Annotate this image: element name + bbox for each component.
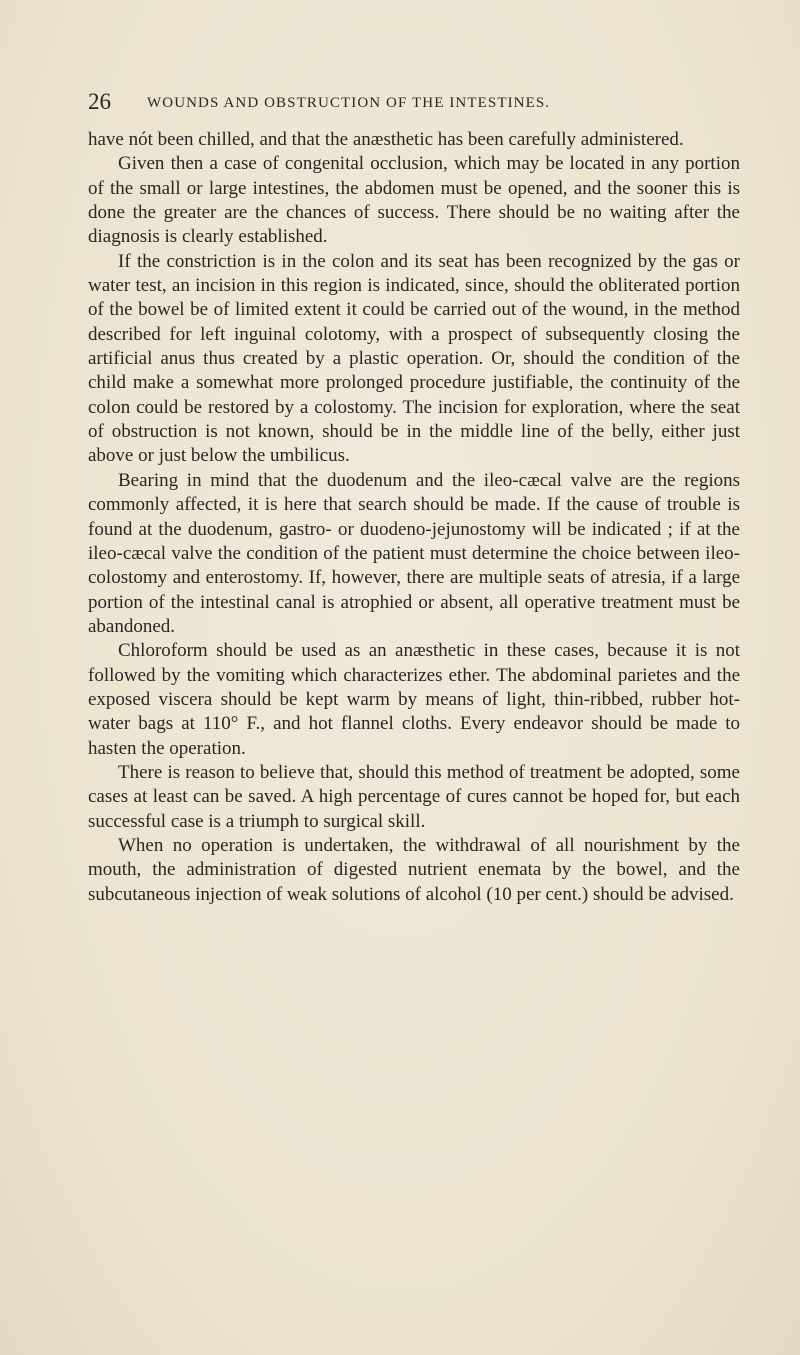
paragraph-no-operation: When no operation is undertaken, the withdrawal of all nourishment by the mouth, the administration of digested nutrient enemata by the bowel, and the subcutaneous injection of weak solutions of alcohol (10 per cent.) should be advised. — [88, 834, 740, 905]
paragraph-prognosis: There is reason to believe that, should this method of treatment be adopted, some cases at least can be saved. A high percentage of cures cannot be hoped for, but each successful case is a triumph to surgical skill. — [88, 761, 740, 832]
running-title: WOUNDS AND OBSTRUCTION OF THE INTESTINES. — [147, 95, 551, 111]
paragraph-duodenum-ileocaecal: Bearing in mind that the duodenum and the ileo-cæcal valve are the regions commonly affected, it is here that search should be made. If the cause of trouble is found at the duodenum, gastro- or duodeno-jejunostomy will be indicated ; if at the ileo-cæcal valve the condition of the patient must determine the choice between ileo-colostomy and enterostomy. If, however, there are multiple seats of atresia, if a large portion of the intestinal canal is atrophied or absent, all operative treatment must be abandoned. — [88, 469, 740, 637]
paragraph-colon-constriction: If the constriction is in the colon and its seat has been recognized by the gas or water test, an incision in this region is indicated, since, should the obliterated portion of the bowel be of limited extent it could be carried out of the wound, in the method described for left inguinal colotomy, with a prospect of subsequently closing the artificial anus thus created by a plastic operation. Or, should the condition of the child make a somewhat more prolonged procedure justifiable, the continuity of the colon could be restored by a colostomy. The incision for exploration, where the seat of obstruction is not known, should be in the middle line of the belly, either just above or just below the umbilicus. — [88, 250, 740, 467]
page-number: 26 — [88, 89, 111, 114]
paragraph-continuation: have nót been chilled, and that the anæsthetic has been carefully administered. — [88, 129, 684, 150]
body-text — [88, 128, 740, 907]
paragraph-chloroform: Chloroform should be used as an anæsthetic in these cases, because it is not followed by the vomiting which characterizes ether. The abdominal parietes and the exposed viscera should be kept warm by means of light, thin-ribbed, rubber hot-water bags at 110° F., and hot flannel cloths. Every endeavor should be made to hasten the operation. — [88, 640, 740, 759]
page-header — [88, 89, 748, 115]
paragraph-congenital-occlusion: Given then a case of congenital occlusion, which may be located in any portion of the small or large intestines, the abdomen must be opened, and the sooner this is done the greater are the chances of success. There should be no waiting after the diagnosis is clearly established. — [88, 153, 740, 248]
